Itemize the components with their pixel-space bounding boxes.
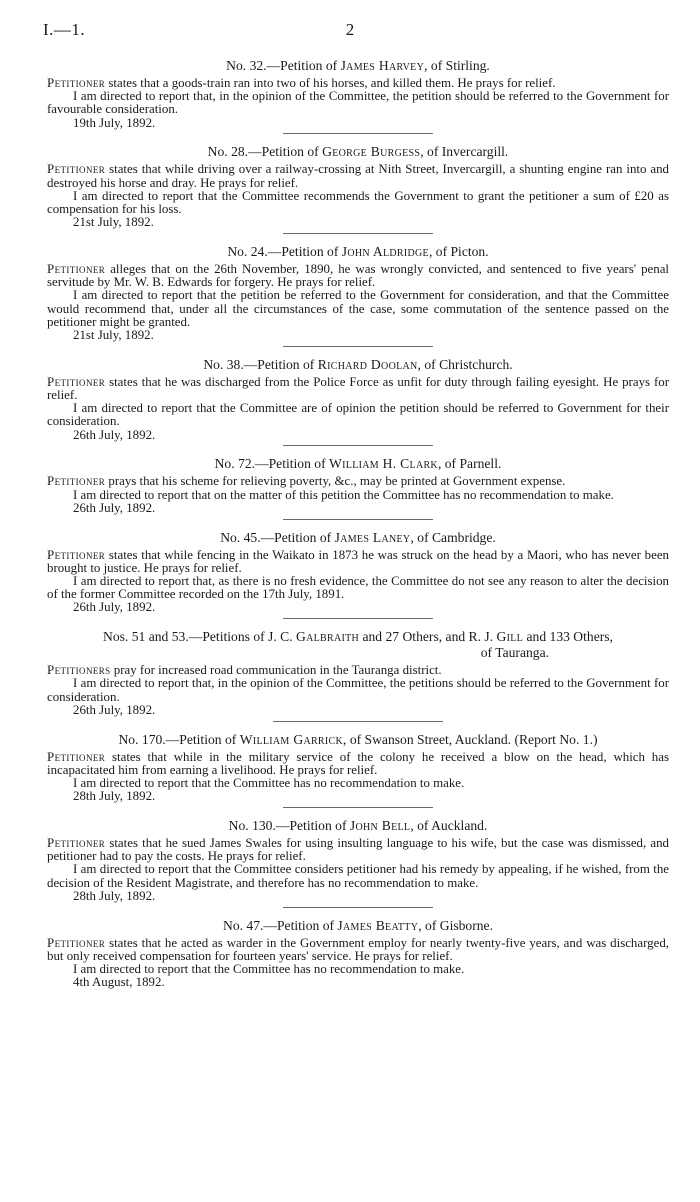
heading-text: No. 130.—Petition of — [228, 818, 350, 834]
report-date: 4th August, 1892. — [73, 975, 165, 990]
petition-heading — [47, 357, 669, 373]
petitioner-name: John Aldridge — [341, 244, 429, 260]
section-divider — [273, 721, 443, 722]
report-date: 26th July, 1892. — [73, 500, 156, 515]
statement-text: pray for increased road communication in the Tauranga district. — [110, 663, 442, 678]
petitioner-name: William Garrick — [239, 731, 344, 747]
statement-text: states that he acted as warder in the Government employ for nearly twenty-five years, and was discharged, but only received compensation for fourteen years' service. He prays for relief. — [47, 935, 669, 963]
report-date: 28th July, 1892. — [73, 888, 156, 903]
petition-heading — [47, 818, 669, 834]
petitioner-name: William H. Clark — [329, 456, 438, 472]
section-divider — [283, 445, 433, 446]
running-head — [0, 18, 700, 42]
petition-entry — [47, 629, 669, 721]
petition-entry — [47, 732, 669, 808]
petition-statement — [47, 751, 669, 777]
committee-report: I am directed to report that, as there is no fresh evidence, the Committee do not see any reason to alter the decision of the former Committee recorded on the 17th July, 1891. — [47, 574, 669, 602]
petition-entry — [47, 918, 669, 990]
page-number: 2 — [345, 20, 355, 39]
heading-text: , of Swanson Street, Auckland. (Report No. 1.) — [343, 731, 598, 747]
heading-text: , of Christchurch. — [417, 356, 513, 372]
statement-lead: Petitioner — [47, 474, 106, 489]
heading-text: No. 28.—Petition of — [207, 144, 323, 160]
statement-lead: Petitioner — [47, 262, 106, 277]
heading-text: No. 32.—Petition of — [226, 58, 341, 73]
statement-text: states that he sued James Swales for using insulting language to his wife, but the case was dismissed, and petitioner had to pay the costs. He prays for relief. — [47, 836, 669, 864]
petitioner-name: George Burgess — [322, 144, 421, 160]
petition-entry — [47, 144, 669, 234]
petition-heading — [47, 144, 669, 160]
petition-entry — [47, 357, 669, 447]
statement-lead: Petitioner — [47, 547, 106, 562]
committee-report: I am directed to report that the Committee has no recommendation to make. — [73, 776, 465, 791]
statement-lead: Petitioner — [47, 374, 106, 389]
petitioner-name: John Bell — [349, 818, 411, 834]
report-date: 26th July, 1892. — [73, 600, 156, 615]
committee-report: I am directed to report that the Committee recommends the Government to grant the petitioner a sum of £20 as compensation for his loss. — [47, 188, 669, 217]
heading-text: Nos. 51 and 53.—Petitions of J. C. — [103, 629, 296, 645]
section-divider — [283, 618, 433, 619]
heading-text: , of Picton. — [428, 244, 489, 260]
section-divider — [283, 133, 433, 134]
committee-report: I am directed to report that the Committee has no recommendation to make. — [73, 962, 465, 977]
petition-heading — [47, 58, 669, 74]
petition-entry — [47, 244, 669, 347]
petition-heading — [47, 244, 669, 260]
committee-report: I am directed to report that the Committee considers petitioner had his remedy by appealing, if he wished, from the decision of the Resident Magistrate, and therefore has no recommendation to make. — [47, 862, 669, 890]
petition-heading — [47, 732, 669, 748]
statement-text: states that a goods-train ran into two of his horses, and killed them. He prays for relief. — [105, 76, 556, 90]
report-date: 21st July, 1892. — [73, 328, 154, 343]
petitioner-name: Richard Doolan — [317, 356, 418, 372]
heading-text: No. 24.—Petition of — [227, 244, 342, 260]
petition-heading — [47, 629, 669, 661]
section-divider — [283, 233, 433, 234]
report-date: 19th July, 1892. — [73, 115, 156, 130]
heading-text: No. 47.—Petition of — [223, 917, 338, 933]
petition-heading — [47, 456, 669, 472]
petitioner-name: James Harvey — [340, 58, 425, 73]
petitioner-name: James Beatty — [337, 917, 419, 933]
heading-text: No. 45.—Petition of — [220, 529, 335, 545]
heading-text: , of Cambridge. — [410, 529, 496, 545]
heading-text: , of Auckland. — [410, 818, 488, 834]
statement-text: alleges that on the 26th November, 1890, he was wrongly convicted, and sentenced to five years' penal servitude by Mr. W. B. Edwards for forgery. He prays for relief. — [47, 262, 669, 290]
heading-text: , of Invercargill. — [420, 144, 509, 160]
statement-lead: Petitioner — [47, 76, 106, 90]
statement-text: states that he was discharged from the Police Force as unfit for duty through failing eyesight. He prays for relief. — [47, 374, 669, 403]
petition-heading — [47, 530, 669, 546]
statement-text: states that while driving over a railway-crossing at Nith Street, Invercargill, a shunting engine ran into and destroyed his horse and dray. He prays for relief. — [47, 162, 669, 190]
heading-text: No. 38.—Petition of — [203, 356, 318, 372]
committee-report: I am directed to report that the Committee are of opinion the petition should be referred to Government for their consideration. — [47, 401, 669, 429]
heading-text: No. 170.—Petition of — [118, 731, 240, 747]
committee-report: I am directed to report that, in the opinion of the Committee, the petitions should be referred to the Government for consideration. — [47, 676, 669, 704]
section-divider — [283, 346, 433, 347]
petition-entry — [47, 58, 669, 134]
report-date: 26th July, 1892. — [73, 702, 156, 717]
report-date: 28th July, 1892. — [73, 789, 156, 804]
petition-entry — [47, 530, 669, 620]
statement-lead: Petitioner — [47, 935, 106, 950]
document-reference: I.—1. — [43, 20, 86, 39]
petitioner-name: Gill — [496, 629, 524, 645]
petition-list — [47, 58, 669, 990]
petition-statement — [47, 163, 669, 189]
petition-entry — [47, 456, 669, 519]
statement-lead: Petitioner — [47, 836, 106, 851]
heading-subline: of Tauranga. — [480, 645, 549, 661]
petition-entry — [47, 818, 669, 908]
heading-text: , of Stirling. — [424, 58, 490, 73]
petition-statement — [47, 549, 669, 575]
statement-lead: Petitioner — [47, 749, 106, 764]
petition-statement — [47, 937, 669, 963]
section-divider — [283, 807, 433, 808]
section-divider — [283, 907, 433, 908]
statement-lead: Petitioners — [47, 663, 111, 678]
statement-text: prays that his scheme for relieving poverty, &c., may be printed at Government expense. — [105, 474, 566, 489]
heading-text: , of Parnell. — [437, 456, 502, 472]
petition-heading — [47, 918, 669, 934]
report-date: 26th July, 1892. — [73, 427, 156, 442]
petitioner-name: James Laney — [334, 529, 411, 545]
petition-statement — [47, 837, 669, 863]
petition-statement — [47, 376, 669, 402]
committee-report: I am directed to report that the petition be referred to the Government for consideration, and that the Committee would recommend that, under all the circumstances of the case, some commutation of the sentence passed on the petitioner might be granted. — [47, 288, 669, 329]
committee-report: I am directed to report that on the matter of this petition the Committee has no recommendation to make. — [73, 487, 614, 502]
petition-statement — [47, 263, 669, 289]
petitioner-name: Galbraith — [296, 629, 360, 645]
heading-text: and 27 Others, and R. J. — [359, 629, 497, 645]
report-date: 21st July, 1892. — [73, 215, 154, 230]
statement-lead: Petitioner — [47, 162, 106, 177]
heading-text: and 133 Others, — [523, 629, 613, 645]
committee-report: I am directed to report that, in the opinion of the Committee, the petition should be referred to the Government for favourable consideration. — [47, 89, 669, 117]
section-divider — [283, 519, 433, 520]
heading-text: No. 72.—Petition of — [214, 456, 330, 472]
statement-text: states that while in the military service of the colony he received a blow on the head, which has incapacitated him from earning a livelihood. He prays for relief. — [47, 749, 669, 777]
statement-text: states that while fencing in the Waikato in 1873 he was struck on the head by a Maori, who has never been brought to justice. He prays for relief. — [47, 547, 669, 575]
petition-statement — [47, 475, 669, 488]
heading-text: , of Gisborne. — [418, 917, 493, 933]
